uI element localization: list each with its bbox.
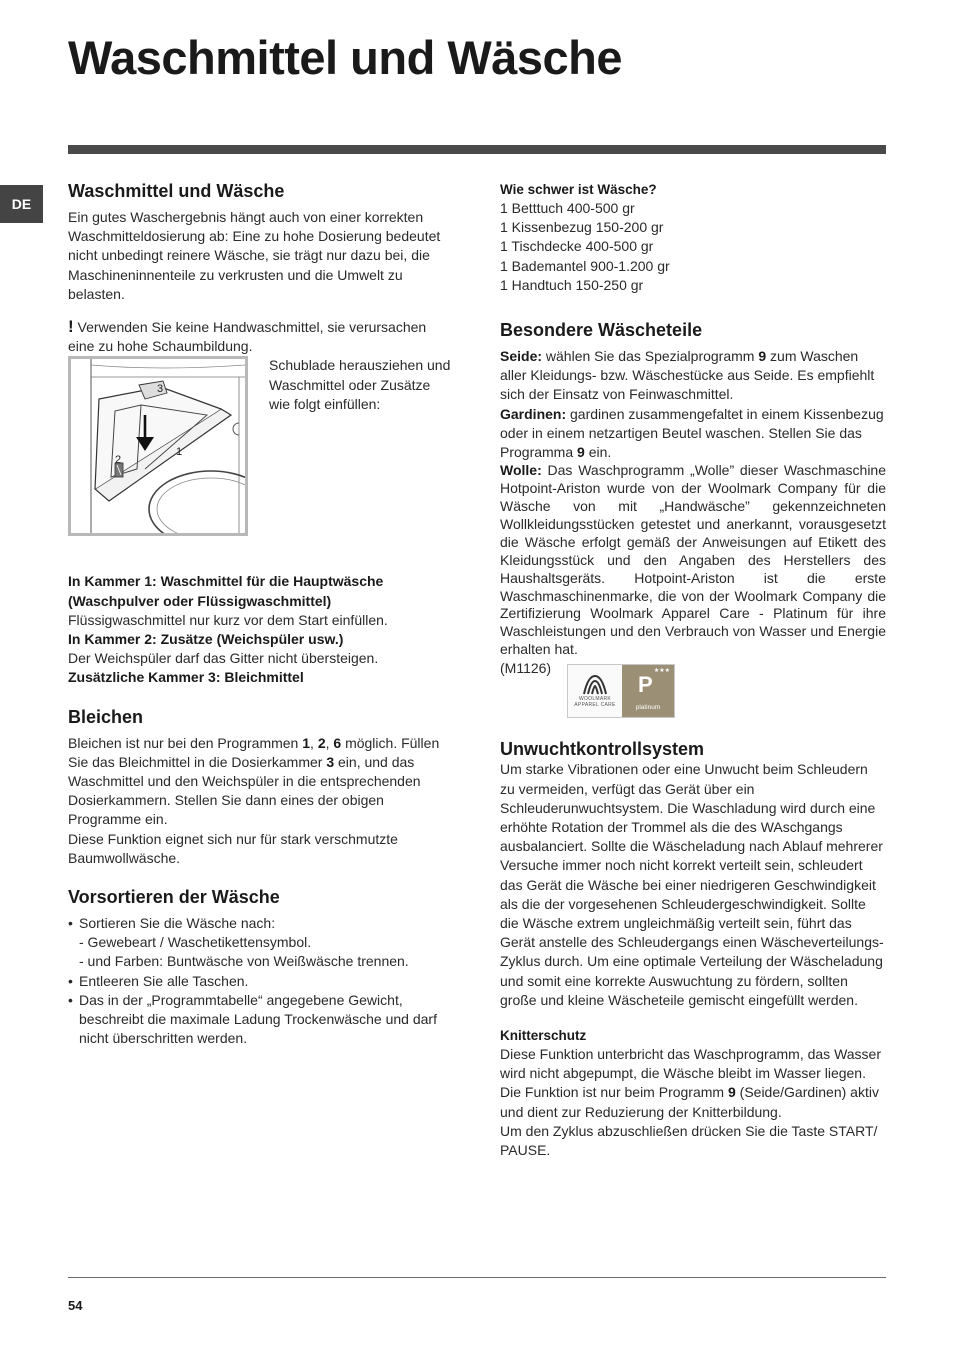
- knitter-note: Um den Zyklus abzuschließen drücken Sie die Taste START/ PAUSE.: [500, 1122, 878, 1159]
- weight-item: 1 Kissenbezug 150-200 gr: [500, 219, 664, 236]
- section-heading-bleichen: Bleichen: [68, 706, 144, 727]
- bleach-note: Diese Funktion eignet sich nur für stark verschmutzte Baumwollwäsche.: [68, 830, 398, 866]
- section-heading-vorsortieren: Vorsortieren der Wäsche: [68, 887, 280, 908]
- weight-item: 1 Handtuch 150-250 gr: [500, 276, 644, 293]
- weight-item: 1 Bademantel 900-1.200 gr: [500, 257, 670, 274]
- chamber-1-text: Flüssigwaschmittel nur kurz vor dem Start einfüllen.: [68, 611, 388, 628]
- compartment-3-label: 3: [157, 383, 164, 396]
- detergent-drawer-figure-row: [68, 356, 453, 536]
- footer-divider: [68, 1277, 886, 1278]
- model-code: (M1126): [500, 660, 552, 677]
- section-heading-unwucht: Unwuchtkontrollsystem: [500, 739, 705, 760]
- knitter-heading: Knitterschutz: [500, 1028, 587, 1044]
- left-column: [68, 180, 453, 1048]
- section-heading-besondere: Besondere Wäscheteile: [500, 320, 703, 341]
- weight-item: 1 Betttuch 400-500 gr: [500, 200, 635, 216]
- compartment-2-label: 2: [115, 454, 122, 467]
- detergent-drawer-illustration: [68, 356, 248, 536]
- sorting-list: [68, 914, 453, 1048]
- woolmark-icon: [582, 674, 608, 696]
- chamber-2-title: In Kammer 2: Zusätze (Weichspüler usw.): [68, 631, 344, 648]
- weights-heading: Wie schwer ist Wäsche?: [500, 182, 657, 197]
- right-column: [500, 180, 886, 1160]
- woolmark-logo: WOOLMARK APPAREL CARE ★★★ P platinum: [567, 664, 675, 718]
- bleach-paragraph: Bleichen ist nur bei den Programmen 1, 2, 6 möglich. Füllen Sie das Bleichmittel in die Dosierkammer 3 ein, und das Waschmittel und den Weichspüler in die entsprechenden Dosierkammern. Stellen Sie dann eines der obigen Programme ein.: [68, 734, 440, 828]
- page-title: Waschmittel und Wäsche: [68, 31, 622, 84]
- weight-item: 1 Tischdecke 400-500 gr: [500, 238, 654, 255]
- wool-paragraph: Wolle: Das Waschprogramm „Wolle” dieser Waschmaschine Hotpoint-Ariston wurde von der Woolmark Company für die Wäsche von mit „Handwäsche” gekennzeichneten Wollkleidungsstücken getestet und anerkannt, vorausgesetzt die Wäsche erfolgt gemäß der Anweisungen auf Etikett des Kleidungsstück und den Angaben des Herstellers des Haushaltsgeräts. Hotpoint-Ariston ist die erste Waschmaschinenmarke, die von der Woolmark Company die Zertifizierung Woolmark Apparel Care - Platinum für ihre Waschleistungen und den Verbrauch von Wasser und Energie erhalten hat.: [500, 462, 886, 658]
- platinum-badge: ★★★ P platinum: [622, 665, 674, 717]
- page-number: 54: [68, 1298, 83, 1313]
- title-divider-bar: [68, 145, 886, 154]
- list-item: • Sortieren Sie die Wäsche nach: - Gewebeart / Waschetikettensymbol. - und Farben: Buntwäsche von Weißwäsche trennen.: [68, 914, 453, 972]
- list-item: • Entleeren Sie alle Taschen.: [68, 972, 453, 991]
- knitter-paragraph: Diese Funktion unterbricht das Waschprogramm, das Wasser wird nicht abgepumpt, die Wäsche bleibt im Wasser liegen. Die Funktion ist nur beim Programm 9 (Seide/Gardinen) aktiv und dient zur Reduzierung der Knitterbildung.: [500, 1046, 881, 1120]
- silk-paragraph: Seide: wählen Sie das Spezialprogramm 9 zum Waschen aller Kleidungs- bzw. Wäschestücke aus Seide. Es empfiehlt sich der Einsatz von Feinwaschmittel.: [500, 348, 875, 403]
- warning-paragraph: ! Verwenden Sie keine Handwaschmittel, sie verursachen eine zu hohe Schaumbildung.: [68, 317, 427, 355]
- list-item: • Das in der „Programmtabelle“ angegebene Gewicht, beschreibt die maximale Ladung Trockenwäsche und darf nicht überschritten werden.: [68, 991, 453, 1049]
- drawer-instruction: Schublade herausziehen und Waschmittel oder Zusätze wie folgt einfüllen:: [269, 357, 451, 412]
- unbalance-paragraph: Um starke Vibrationen oder eine Unwucht beim Schleudern zu vermeiden, verfügt das Gerät über ein Schleuderunwuchtsystem. Die Waschladung wird durch eine erhöhte Rotation der Trommel als die des WAschgangs ausbalanciert. Sollte die Wäscheladung nach Ablauf mehrerer Versuche immer noch nicht korrekt verteilt sein, schleudert das Gerät die Wäsche bei einer niedrigeren Geschwindigkeit als die der vorgesehenen Schleudergeschwindigkeit. Sollte die Wäsche extrem ungleichmäßig verteilt sein, führt das Gerät anstelle des Schleudergangs einen Wäscheverteilungs-Zyklus durch. Um eine optimale Verteilung der Wäscheladung und somit eine korrekte Auswuchtung zu fördern, sollten große und kleine Wäscheteile gemischt eingefüllt werden.: [500, 761, 884, 1008]
- section-heading-waschmittel: Waschmittel und Wäsche: [68, 181, 285, 201]
- warning-icon: !: [68, 317, 74, 337]
- chamber-3-title: Zusätzliche Kammer 3: Bleichmittel: [68, 669, 304, 686]
- compartment-1-label: 1: [176, 446, 183, 459]
- intro-paragraph: Ein gutes Waschergebnis hängt auch von einer korrekten Waschmitteldosierung ab: Eine zu hohe Dosierung bedeutet nicht unbedingt reinere Wäsche, sie trägt nur dazu bei, die Maschineninnenteile zu verkrusten und die Umwelt zu belasten.: [68, 209, 441, 302]
- curtains-paragraph: Gardinen: gardinen zusammengefaltet in einem Kissenbezug oder in einem netzartigen Beutel waschen. Stellen Sie das Programma 9 ein.: [500, 405, 884, 461]
- chamber-1-title: In Kammer 1: Waschmittel für die Hauptwäsche (Waschpulver oder Flüssigwaschmittel): [68, 573, 384, 609]
- chamber-2-text: Der Weichspüler darf das Gitter nicht übersteigen.: [68, 650, 379, 667]
- language-tab: DE: [0, 185, 43, 223]
